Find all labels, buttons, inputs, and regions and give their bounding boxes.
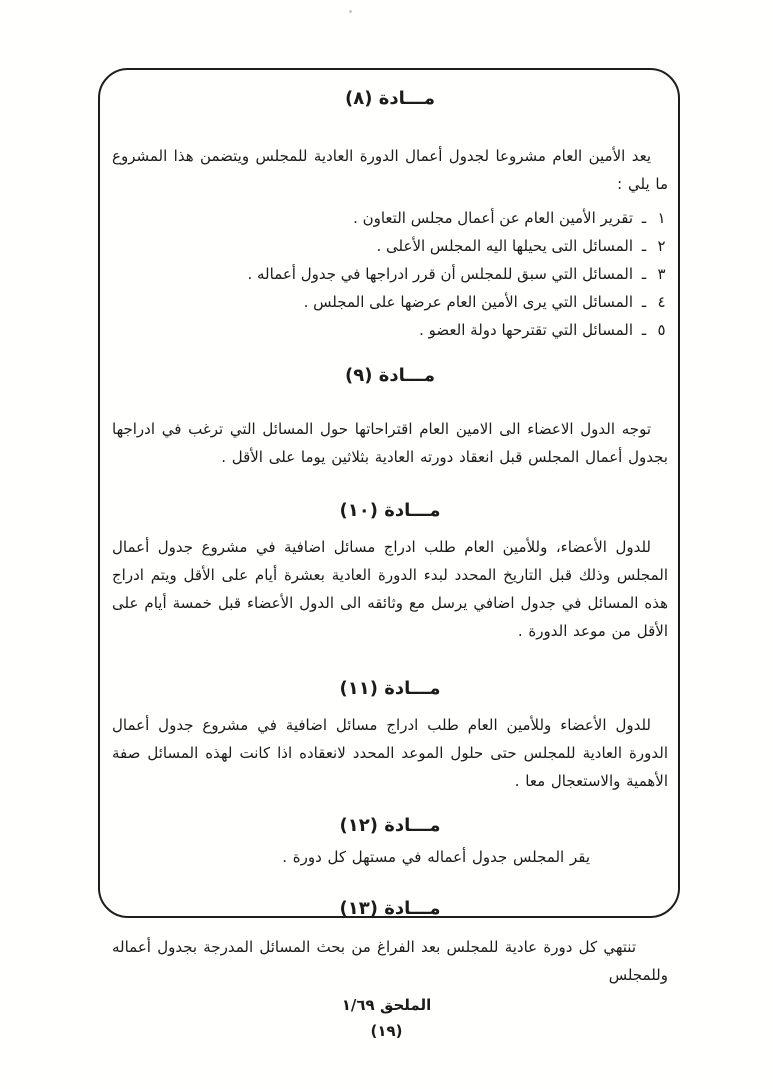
annex-reference: الملحق ١/٦٩ — [341, 996, 432, 1014]
item-text: المسائل التي يرى الأمين العام عرضها على المجلس . — [303, 293, 633, 311]
article-13-body: تنتهي كل دورة عادية للمجلس بعد الفراغ من بحث المسائل المدرجة بجدول أعماله وللمجلس — [112, 938, 668, 984]
article-12-heading: مـــادة (١٢) — [339, 815, 441, 836]
item-text: المسائل التي تقترحها دولة العضو . — [419, 321, 633, 339]
list-item — [112, 204, 668, 232]
article-10-body: للدول الأعضاء، وللأمين العام طلب ادراج مسائل اضافية في مشروع جدول أعمال المجلس وذلك قبل التاريخ المحدد لبدء الدورة العادية بعشرة أيام على الأقل ويتم ادراج هذه المسائل في جدول اضافي يرسل مع وثائقه الى الدول الأعضاء قبل خمسة أيام على الأقل من موعد الدورة . — [112, 538, 668, 640]
item-dash: ـ — [641, 293, 647, 311]
item-dash: ـ — [641, 321, 647, 339]
item-number: ٢ — [657, 237, 666, 255]
article-13-heading: مـــادة (١٣) — [339, 898, 441, 919]
item-text: تقرير الأمين العام عن أعمال مجلس التعاون . — [353, 209, 633, 227]
item-number: ٣ — [657, 265, 666, 283]
item-dash: ـ — [641, 265, 647, 283]
item-dash: ـ — [641, 237, 647, 255]
item-number: ٥ — [657, 321, 666, 339]
item-dash: ـ — [641, 209, 647, 227]
article-10-heading: مـــادة (١٠) — [339, 500, 441, 521]
item-text: المسائل التي سبق للمجلس أن قرر ادراجها في جدول أعماله . — [247, 265, 633, 283]
page-footer — [0, 992, 773, 1044]
article-9-body: توجه الدول الاعضاء الى الامين العام اقتراحاتها حول المسائل التي ترغب في ادراجها بجدول أعمال المجلس قبل انعقاد دورته العادية بثلاثين يوما على الأقل . — [112, 420, 668, 466]
article-12-body: يقر المجلس جدول أعماله في مستهل كل دورة . — [282, 848, 590, 866]
page-number: (١٩) — [370, 1022, 403, 1040]
item-text: المسائل التى يحيلها اليه المجلس الأعلى . — [376, 237, 633, 255]
article-8-intro: يعد الأمين العام مشروعا لجدول أعمال الدورة العادية للمجلس ويتضمن هذا المشروع ما يلي : — [112, 147, 668, 193]
article-8-heading: مـــادة (٨) — [345, 88, 435, 109]
list-item — [112, 260, 668, 288]
item-number: ٤ — [657, 293, 666, 311]
article-11-heading: مـــادة (١١) — [339, 678, 441, 699]
article-11-body: للدول الأعضاء وللأمين العام طلب ادراج مسائل اضافية في مشروع جدول أعمال الدورة العادية للمجلس حتى حلول الموعد المحدد لانعقاده اذا كانت لهذه المسائل صفة الأهمية والاستعجال معا . — [112, 716, 668, 790]
item-number: ١ — [657, 209, 666, 227]
document-frame — [98, 68, 680, 984]
list-item — [112, 316, 668, 344]
scan-speck — [349, 10, 352, 13]
article-9-heading: مـــادة (٩) — [345, 365, 435, 386]
list-item — [112, 232, 668, 260]
list-item — [112, 288, 668, 316]
article-8-agenda-list — [112, 204, 668, 344]
